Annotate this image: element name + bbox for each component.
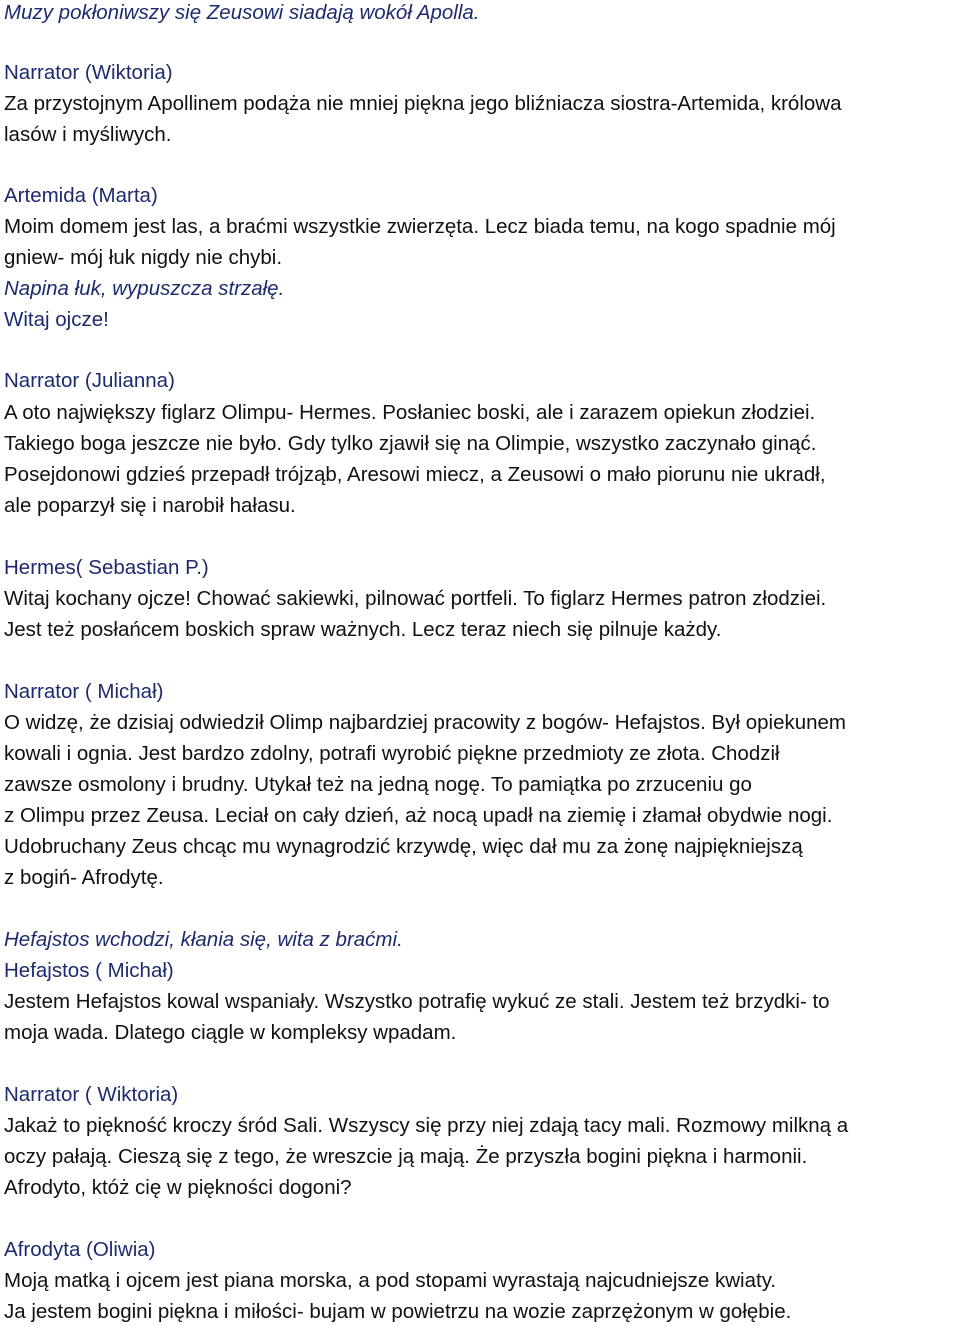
dialogue-line: Jakaż to piękność kroczy śród Sali. Wszyscy się przy niej zdają tacy mali. Rozmowy milkną a — [4, 1114, 849, 1137]
dialogue-line: oczy pałają. Cieszą się z tego, że wreszcie ją mają. Że przyszła bogini piękna i harmonii. — [4, 1145, 808, 1168]
stage-direction: Muzy pokłoniwszy się Zeusowi siadają wokół Apolla. — [4, 1, 480, 24]
dialogue-line: Moją matką i ojcem jest piana morska, a pod stopami wyrastają najcudniejsze kwiaty. — [4, 1269, 777, 1292]
speaker-heading: Narrator ( Michał) — [4, 680, 164, 703]
dialogue-line: lasów i myśliwych. — [4, 123, 172, 146]
dialogue-line: Afrodyto, któż cię w piękności dogoni? — [4, 1176, 352, 1199]
dialogue-line: ale poparzył się i narobił hałasu. — [4, 494, 296, 517]
dialogue-line: O widzę, że dzisiaj odwiedził Olimp najbardziej pracowity z bogów- Hefajstos. Był opiekunem — [4, 711, 847, 734]
dialogue-line: gniew- mój łuk nigdy nie chybi. — [4, 246, 283, 269]
dialogue-line: Za przystojnym Apollinem podąża nie mniej piękna jego bliźniacza siostra-Artemida, królowa — [4, 92, 842, 115]
dialogue-line: Udobruchany Zeus chcąc mu wynagrodzić krzywdę, więc dał mu za żonę najpiękniejszą — [4, 835, 803, 858]
speaker-heading: Afrodyta (Oliwia) — [4, 1238, 156, 1261]
stage-direction: Hefajstos wchodzi, kłania się, wita z braćmi. — [4, 928, 403, 951]
dialogue-line: Ja jestem bogini piękna i miłości- bujam w powietrzu na wozie zaprzężonym w gołębie. — [4, 1300, 792, 1323]
dialogue-line: Posejdonowi gdzieś przepadł trójząb, Aresowi miecz, a Zeusowi o mało piorunu nie ukradł, — [4, 463, 826, 486]
speaker-heading: Hermes( Sebastian P.) — [4, 556, 209, 579]
speaker-heading: Narrator ( Wiktoria) — [4, 1083, 179, 1106]
dialogue-line: z bogiń- Afrodytę. — [4, 866, 164, 889]
dialogue-line: z Olimpu przez Zeusa. Leciał on cały dzień, aż nocą upadł na ziemię i złamał obydwie nogi. — [4, 804, 833, 827]
dialogue-line: kowali i ognia. Jest bardzo zdolny, potrafi wyrobić piękne przedmioty ze złota. Chodził — [4, 742, 780, 765]
speaker-heading: Narrator (Julianna) — [4, 369, 175, 392]
dialogue-line: Moim domem jest las, a braćmi wszystkie zwierzęta. Lecz biada temu, na kogo spadnie mój — [4, 215, 836, 238]
dialogue-line: Takiego boga jeszcze nie było. Gdy tylko zjawił się na Olimpie, wszystko zaczynało ginąć. — [4, 432, 817, 455]
dialogue-line: Witaj kochany ojcze! Chować sakiewki, pilnować portfeli. To figlarz Hermes patron złodziei. — [4, 587, 827, 610]
dialogue-line: Witaj ojcze! — [4, 308, 109, 331]
dialogue-line: A oto największy figlarz Olimpu- Hermes. Posłaniec boski, ale i zarazem opiekun złodziei. — [4, 401, 816, 424]
speaker-heading: Narrator (Wiktoria) — [4, 61, 173, 84]
dialogue-line: zawsze osmolony i brudny. Utykał też na jedną nogę. To pamiątka po zrzuceniu go — [4, 773, 752, 796]
dialogue-line: moja wada. Dlatego ciągle w kompleksy wpadam. — [4, 1021, 457, 1044]
speaker-heading: Hefajstos ( Michał) — [4, 959, 174, 982]
stage-direction: Napina łuk, wypuszcza strzałę. — [4, 277, 285, 300]
dialogue-line: Jestem Hefajstos kowal wspaniały. Wszystko potrafię wykuć ze stali. Jestem też brzydki- to — [4, 990, 830, 1013]
speaker-heading: Artemida (Marta) — [4, 184, 158, 207]
dialogue-line: Jest też posłańcem boskich spraw ważnych. Lecz teraz niech się pilnuje każdy. — [4, 618, 722, 641]
